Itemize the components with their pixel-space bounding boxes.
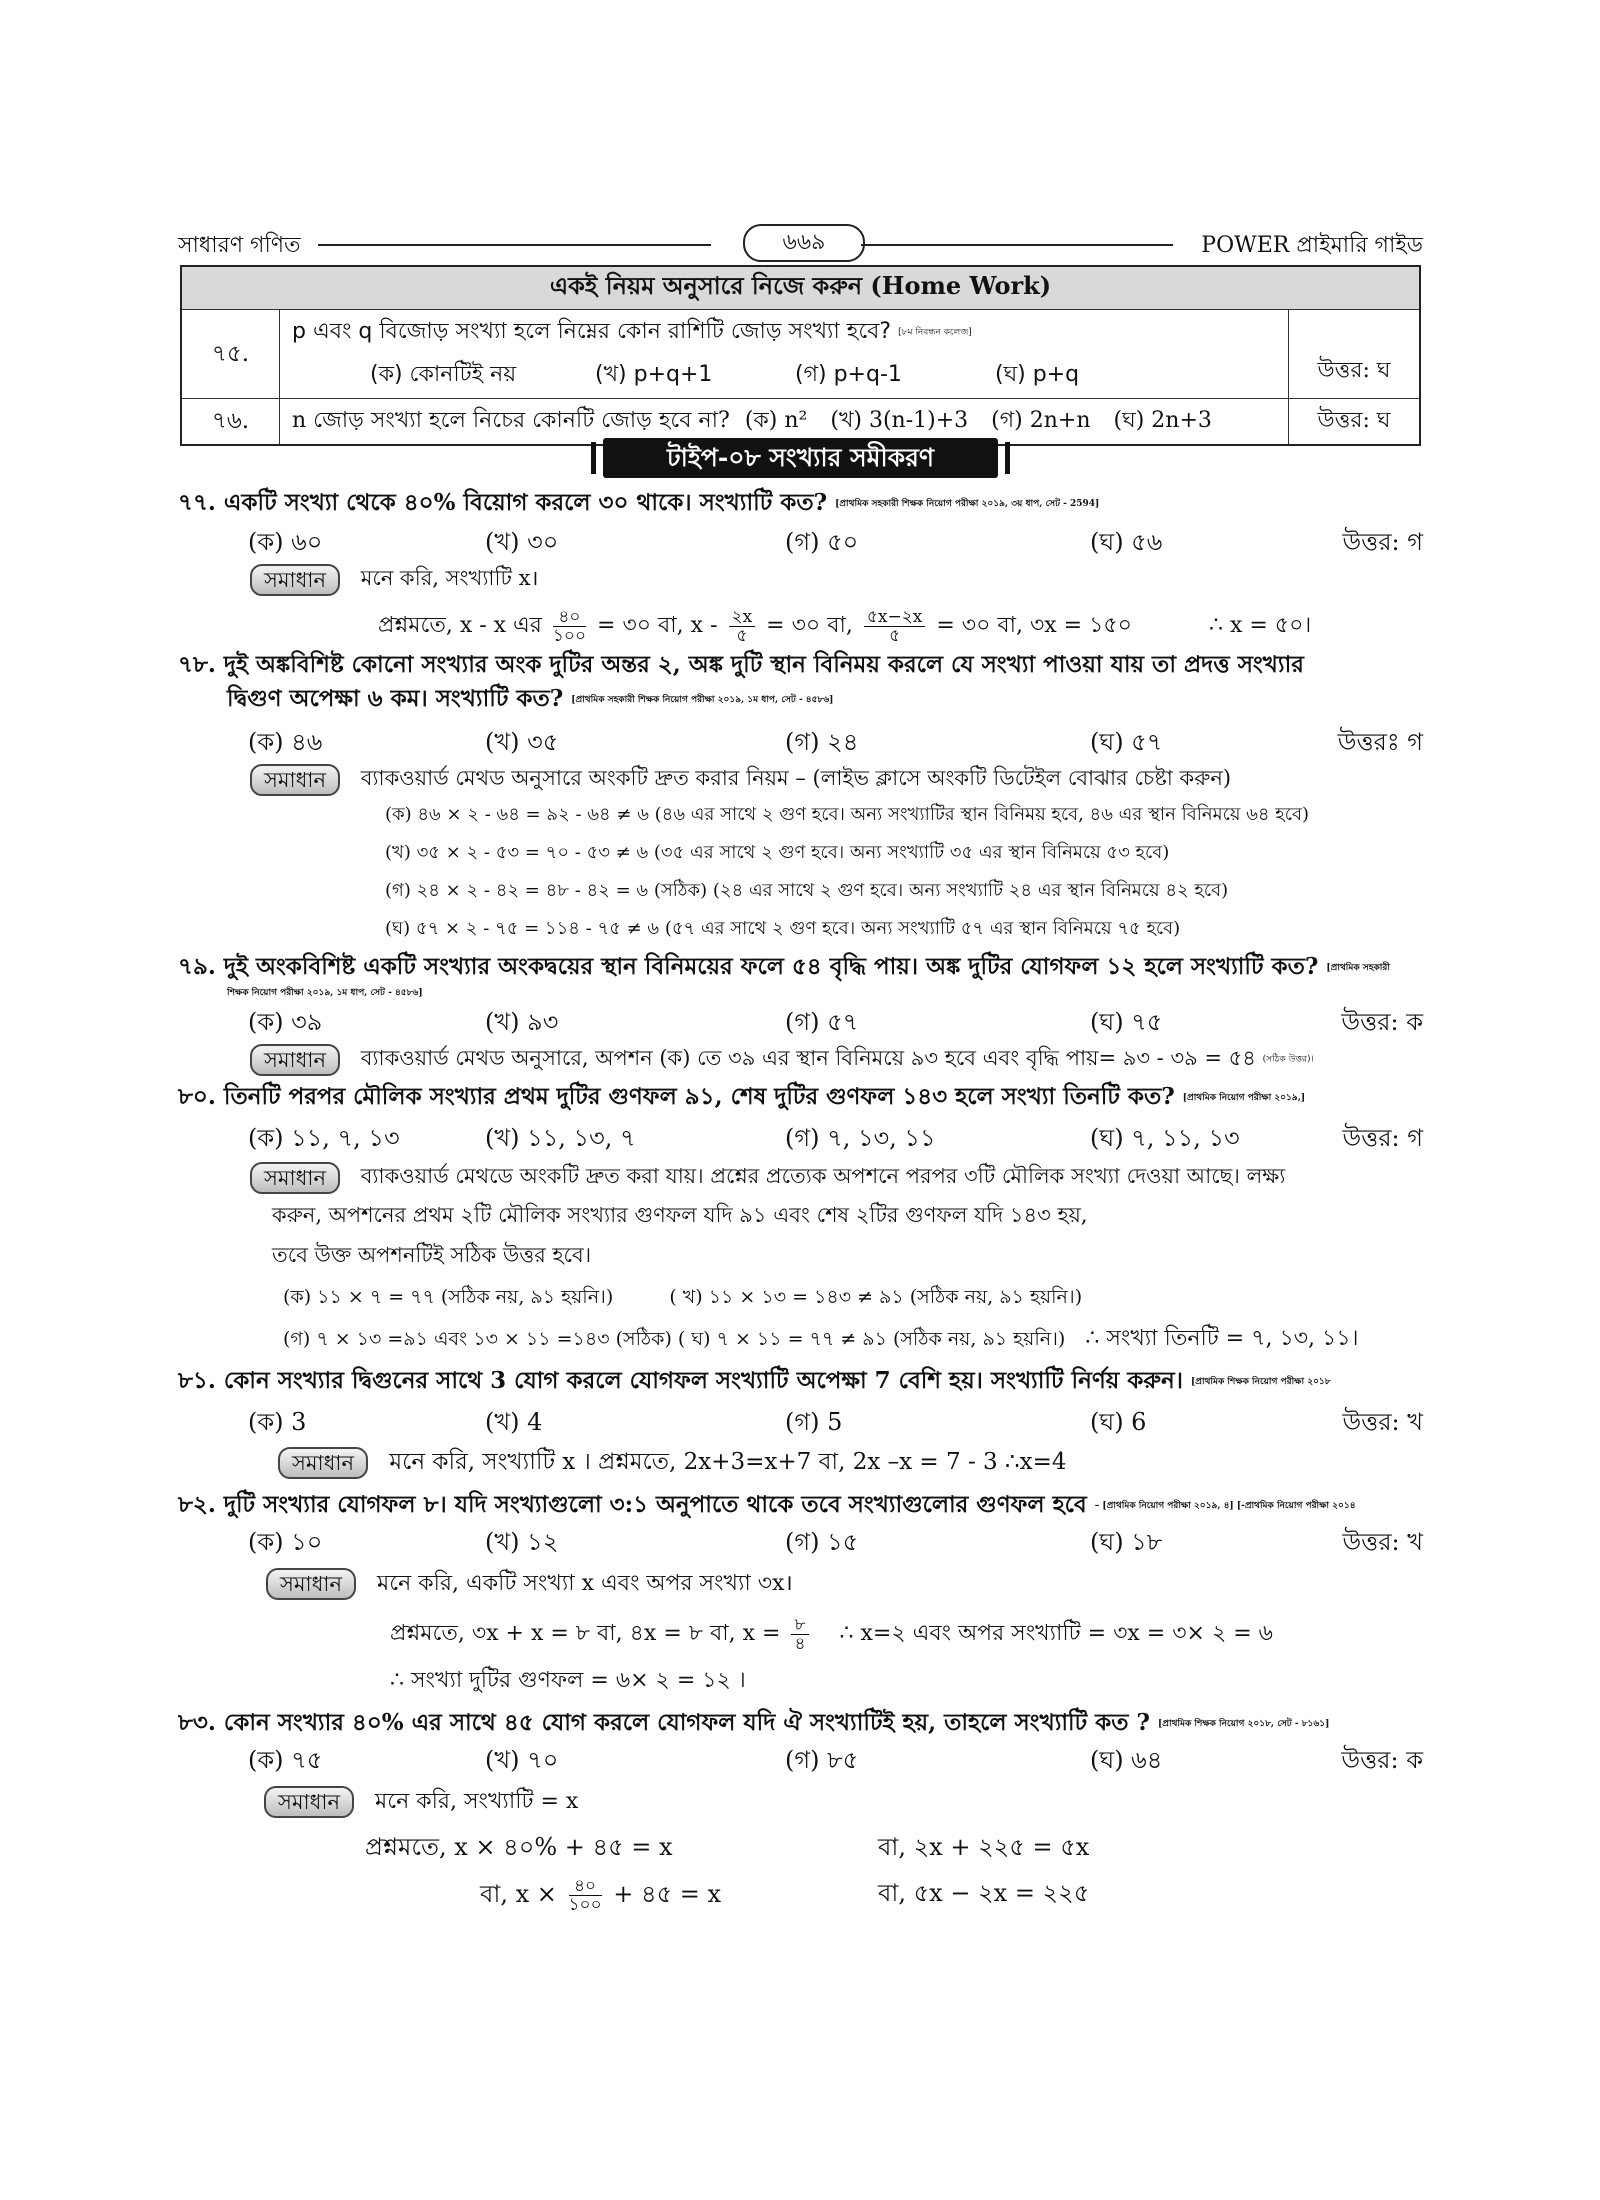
question-78 — [178, 648, 1428, 717]
option-c: (গ) ৫০ — [785, 528, 859, 556]
header-book-title: POWER প্রাইমারি গাইড — [1201, 233, 1423, 258]
question-82 — [178, 1488, 1428, 1523]
solution-82 — [266, 1568, 793, 1600]
header-rule-left — [318, 244, 711, 246]
option-d: (ঘ) p+q — [995, 362, 1080, 387]
option-b: (খ) ৭০ — [485, 1746, 559, 1774]
option-c: (গ) ৫৭ — [785, 1008, 859, 1036]
option-c: (গ) ৮৫ — [785, 1746, 859, 1774]
option-a: (ক) ৭৫ — [248, 1746, 323, 1774]
equation-part: = ৩০ বা, ৩x = ১৫০ — [936, 613, 1132, 638]
solution-result: ∴ সংখ্যা তিনটি = ৭, ১৩, ১১। — [1085, 1326, 1359, 1351]
question-source: [প্রাথমিক শিক্ষক নিয়োগ ২০১৮, সেট - ৮১৬১] — [1158, 1719, 1330, 1729]
question-text: ৭৭. একটি সংখ্যা থেকে ৪০% বিয়োগ করলে ৩০ থাকে। সংখ্যাটি কত? — [178, 489, 828, 516]
fraction-numerator: ২x — [729, 608, 756, 627]
solution-text: মনে করি, সংখ্যাটি x। — [360, 566, 539, 590]
question-source: [প্রাথমিক শিক্ষক নিয়োগ পরীক্ষা ২০১৮ — [1191, 1377, 1331, 1387]
fraction-denominator: ১০০ — [568, 1895, 602, 1915]
homework-answer: উত্তর: ঘ — [1289, 310, 1421, 399]
question-text: ৮০. তিনটি পরপর মৌলিক সংখ্যার প্রথম দুটির গুণফল ৯১, শেষ দুটির গুণফল ১৪৩ হলে সংখ্যা তিনটি কত? — [178, 1083, 1175, 1110]
question-80 — [178, 1080, 1428, 1115]
equation-part: প্রশ্নমতে, x × ৪০% + ৪৫ = x — [365, 1833, 673, 1861]
solution-label: সমাধান — [250, 764, 340, 796]
option-a: (ক) ৪৬ — [248, 728, 323, 756]
solution-81 — [278, 1446, 1066, 1479]
fraction-denominator: ১০০ — [552, 625, 587, 646]
options-81 — [248, 1404, 1423, 1438]
equation-part: প্রশ্নমতে, x - x এর — [378, 613, 542, 638]
option-c: (গ) ৭, ১৩, ১১ — [785, 1124, 936, 1152]
section-banner: টাইপ-০৮ সংখ্যার সমীকরণ — [603, 438, 998, 478]
option-a: (ক) 3 — [248, 1408, 307, 1436]
solution-line: করুন, অপশনের প্রথম ২টি মৌলিক সংখ্যার গুণফল যদি ৯১ এবং শেষ ২টির গুণফল যদি ১৪৩ হয়, — [272, 1203, 1088, 1227]
solution-line: বা, ২x + ২২৫ = ৫x — [878, 1833, 1090, 1861]
option-b: (খ) ৩০ — [485, 528, 559, 556]
answer: উত্তর: গ — [1342, 528, 1423, 556]
option-d: (ঘ) ১৮ — [1090, 1528, 1163, 1556]
equation-part: + ৪৫ = x — [613, 1880, 722, 1908]
homework-answer: উত্তর: ঘ — [1289, 399, 1421, 446]
option-d: (ঘ) ৭৫ — [1090, 1008, 1163, 1036]
solution-part: ( খ) ১১ × ১৩ = ১৪৩ ≠ ৯১ (সঠিক নয়, ৯১ হয়নি।) — [669, 1286, 1083, 1308]
solution-line: (খ) ৩৫ × ২ - ৫৩ = ৭০ - ৫৩ ≠ ৬ (৩৫ এর সাথে ২ গুণ হবে। অন্য সংখ্যাটি ৩৫ এর স্থান বিনিময়ে ৫৩ হবে) — [385, 842, 1170, 863]
question-83 — [178, 1706, 1428, 1741]
option-d: (ঘ) ৬৪ — [1090, 1746, 1163, 1774]
solution-line: ∴ সংখ্যা দুটির গুণফল = ৬× ২ = ১২ । — [390, 1668, 746, 1693]
answer: উত্তর: খ — [1342, 1528, 1423, 1556]
solution-part: (গ) ৭ × ১৩ =৯১ এবং ১৩ × ১১ =১৪৩ (সঠিক) ( ঘ) ৭ × ১১ = ৭৭ ≠ ৯১ (সঠিক নয়, ৯১ হয়নি।) — [283, 1328, 1066, 1350]
question-81 — [178, 1364, 1428, 1399]
homework-number: ৭৫. — [181, 310, 280, 399]
option-a: (ক) ১১, ৭, ১৩ — [248, 1124, 400, 1152]
solution-80 — [250, 1160, 1285, 1194]
solution-label: সমাধান — [250, 564, 340, 596]
solution-text: মনে করি, সংখ্যাটি x । প্রশ্নমতে, 2x+3=x+7 বা, 2x –x = 7 - 3 ∴x=4 — [389, 1449, 1067, 1475]
solution-note: (সঠিক উত্তর)। — [1262, 1054, 1314, 1065]
equation-part: = ৩০ বা, x - — [597, 613, 718, 638]
solution-text: ব্যাকওয়ার্ড মেথড অনুসারে অংকটি দ্রুত করার নিয়ম – (লাইভ ক্লাসে অংকটি ডিটেইল বোঝার চেষ্টা করুন) — [360, 766, 1232, 790]
solution-line: (ক) ৪৬ × ২ - ৬৪ = ৯২ - ৬৪ ≠ ৬ (৪৬ এর সাথে ২ গুণ হবে। অন্য সংখ্যাটির স্থান বিনিময় হবে, ৪৬ এর স্থান বিনিময়ে ৬৪ হবে) — [385, 804, 1310, 825]
solution-line — [283, 1324, 1358, 1354]
question-source: [প্রাথমিক সহকারী শিক্ষক নিয়োগ পরীক্ষা ২০১৯, ১ম ধাপ, সেট - ৪৫৮৬] — [571, 695, 834, 705]
option-b: (খ) ৯৩ — [485, 1008, 559, 1036]
homework-question — [280, 310, 1289, 399]
question-text: ৭৮. দুই অঙ্কবিশিষ্ট কোনো সংখ্যার অংক দুটির অন্তর ২, অঙ্ক দুটি স্থান বিনিময় করলে যে সংখ্যা পাওয়া যায় তা প্রদত্ত সংখ্যার — [178, 651, 1304, 678]
fraction-denominator: ৫ — [889, 625, 901, 646]
options-77 — [248, 524, 1423, 558]
answer: উত্তর: খ — [1342, 1408, 1423, 1436]
solution-79 — [250, 1042, 1314, 1076]
option-a: (ক) ১০ — [248, 1528, 323, 1556]
solution-line — [365, 1832, 673, 1862]
option-d: (ঘ) 6 — [1090, 1408, 1147, 1436]
solution-82-equation — [390, 1612, 1273, 1656]
solution-line — [283, 1282, 1082, 1312]
equation-part: ∴ x=২ এবং অপর সংখ্যাটি = ৩x = ৩× ২ = ৬ — [839, 1621, 1273, 1646]
solution-label: সমাধান — [278, 1447, 368, 1479]
option-c: (গ) 5 — [785, 1408, 843, 1436]
solution-78 — [250, 762, 1231, 796]
question-text: ৮৩. কোন সংখ্যার ৪০% এর সাথে ৪৫ যোগ করলে যোগফল যদি ঐ সংখ্যাটিই হয়, তাহলে সংখ্যাটি কত ? — [178, 1709, 1150, 1736]
question-77 — [178, 486, 1428, 521]
solution-label: সমাধান — [250, 1162, 340, 1194]
option-a: (ক) ৩৯ — [248, 1008, 323, 1036]
solution-line: (গ) ২৪ × ২ - ৪২ = ৪৮ - ৪২ = ৬ (সঠিক) (২৪ এর সাথে ২ গুণ হবে। অন্য সংখ্যাটি ২৪ এর স্থান বিনিময়ে ৪২ হবে) — [385, 880, 1229, 901]
option-b: (খ) 3(n-1)+3 — [830, 408, 969, 433]
question-text: n জোড় সংখ্যা হলে নিচের কোনটি জোড় হবে না? — [292, 408, 730, 433]
header-rule-right — [861, 244, 1173, 246]
answer: উত্তর: ক — [1341, 1008, 1423, 1036]
solution-77 — [250, 562, 538, 596]
solution-text: মনে করি, একটি সংখ্যা x এবং অপর সংখ্যা ৩x। — [377, 1571, 793, 1596]
equation-part: বা, x × — [480, 1880, 557, 1908]
option-a: (ক) কোনটিই নয় — [370, 362, 517, 387]
option-b: (খ) p+q+1 — [595, 362, 713, 387]
question-79 — [178, 950, 1428, 1001]
equation-part: প্রশ্নমতে, ৩x + x = ৮ বা, ৪x = ৮ বা, x = — [390, 1621, 781, 1646]
question-text: দ্বিগুণ অপেক্ষা ৬ কম। সংখ্যাটি কত? — [227, 685, 564, 712]
option-c: (গ) ২৪ — [785, 728, 859, 756]
options-79 — [248, 1004, 1423, 1038]
answer: উত্তরঃ গ — [1337, 728, 1423, 756]
question-text: ৭৯. দুই অংকবিশিষ্ট একটি সংখ্যার অংকদ্বয়ের স্থান বিনিময়ের ফলে ৫৪ বৃদ্ধি পায়। অঙ্ক দুটির যোগফল ১২ হলে সংখ্যাটি কত? — [178, 953, 1319, 980]
solution-label: সমাধান — [264, 1786, 354, 1818]
equation-result: ∴ x = ৫০। — [1208, 613, 1312, 638]
option-b: (খ) ১১, ১৩, ৭ — [485, 1124, 636, 1152]
option-a: (ক) ৬০ — [248, 528, 323, 556]
header-subject: সাধারণ গণিত — [178, 233, 301, 258]
option-d: (ঘ) ৫৭ — [1090, 728, 1163, 756]
fraction-denominator: ৫ — [736, 625, 748, 646]
solution-text: ব্যাকওয়ার্ড মেথডে অংকটি দ্রুত করা যায়। প্রশ্নের প্রত্যেক অপশনে পরপর ৩টি মৌলিক সংখ্যা দেওয়া আছে। লক্ষ্য — [360, 1164, 1286, 1188]
homework-table — [180, 265, 1421, 446]
solution-part: (ক) ১১ × ৭ = ৭৭ (সঠিক নয়, ৯১ হয়নি।) — [283, 1286, 614, 1308]
option-c: (গ) p+q-1 — [795, 362, 902, 387]
solution-line: (ঘ) ৫৭ × ২ - ৭৫ = ১১৪ - ৭৫ ≠ ৬ (৫৭ এর সাথে ২ গুণ হবে। অন্য সংখ্যাটি ৫৭ এর স্থান বিনিময়ে ৭৫ হবে) — [385, 918, 1181, 939]
option-b: (খ) ৩৫ — [485, 728, 559, 756]
fraction-numerator: ৮ — [791, 1616, 808, 1635]
question-source: শিক্ষক নিয়োগ পরীক্ষা ২০১৯, ১ম ধাপ, সেট - ৪৫৮৬] — [227, 988, 423, 998]
option-d: (ঘ) ৫৬ — [1090, 528, 1163, 556]
option-c: (গ) ১৫ — [785, 1528, 859, 1556]
solution-text: ব্যাকওয়ার্ড মেথড অনুসারে, অপশন (ক) তে ৩৯ এর স্থান বিনিময়ে ৯৩ হবে এবং বৃদ্ধি পায়= ৯৩ - ৩৯ = ৫৪ — [360, 1046, 1256, 1070]
homework-title: একই নিয়ম অনুসারে নিজে করুন (Home Work) — [181, 266, 1420, 310]
option-b: (খ) ১২ — [485, 1528, 559, 1556]
options-80 — [248, 1120, 1423, 1154]
solution-label: সমাধান — [266, 1568, 356, 1600]
question-source: [প্রাথমিক নিয়োগ পরীক্ষা ২০১৯,] — [1182, 1093, 1306, 1103]
answer: উত্তর: ক — [1341, 1746, 1423, 1774]
option-d: (ঘ) 2n+3 — [1113, 408, 1212, 433]
option-c: (গ) 2n+n — [991, 408, 1091, 433]
answer: উত্তর: গ — [1342, 1124, 1423, 1152]
solution-83 — [264, 1786, 578, 1818]
solution-label: সমাধান — [250, 1044, 340, 1076]
options-78 — [248, 724, 1423, 758]
solution-line — [480, 1872, 721, 1916]
solution-77-equation — [378, 604, 1311, 648]
homework-number: ৭৬. — [181, 399, 280, 446]
options-82 — [248, 1524, 1423, 1558]
question-source: [প্রাথমিক সহকারী — [1326, 963, 1390, 973]
question-text: ৮১. কোন সংখ্যার দ্বিগুনের সাথে 3 যোগ করলে যোগফল সংখ্যাটি অপেক্ষা 7 বেশি হয়। সংখ্যাটি নির্ণয় করুন। — [178, 1367, 1183, 1394]
question-source: [প্রাথমিক সহকারী শিক্ষক নিয়োগ পরীক্ষা ২০১৯, ৩য় ধাপ, সেট - 2594] — [835, 499, 1100, 509]
question-source: – [প্রাথমিক নিয়োগ পরীক্ষা ২০১৯, ৪] [-প্রাথমিক নিয়োগ পরীক্ষা ২০১৪ — [1094, 1501, 1356, 1511]
options-83 — [248, 1742, 1423, 1776]
fraction-numerator: ৪০ — [569, 1877, 602, 1896]
solution-text: মনে করি, সংখ্যাটি = x — [375, 1789, 579, 1814]
question-text: p এবং q বিজোড় সংখ্যা হলে নিম্নের কোন রাশিটি জোড় সংখ্যা হবে? — [292, 319, 892, 344]
fraction-numerator: ৫x−২x — [864, 608, 926, 627]
question-text: ৮২. দুটি সংখ্যার যোগফল ৮। যদি সংখ্যাগুলো ৩:১ অনুপাতে থাকে তবে সংখ্যাগুলোর গুণফল হবে — [178, 1491, 1087, 1518]
question-source: [৮ম নিবন্ধন কলেজ] — [898, 327, 972, 338]
option-d: (ঘ) ৭, ১১, ১৩ — [1090, 1124, 1240, 1152]
option-b: (খ) 4 — [485, 1408, 543, 1436]
solution-line: বা, ৫x − ২x = ২২৫ — [878, 1879, 1090, 1907]
solution-line: তবে উক্ত অপশনটিই সঠিক উত্তর হবে। — [272, 1243, 592, 1267]
equation-part: = ৩০ বা, — [766, 613, 853, 638]
fraction-numerator: ৪০ — [553, 608, 586, 627]
page-number: ৬৬৯ — [743, 224, 865, 262]
page-header — [178, 222, 1423, 262]
fraction-denominator: ৪ — [794, 1633, 806, 1654]
option-a: (ক) n² — [744, 408, 808, 433]
